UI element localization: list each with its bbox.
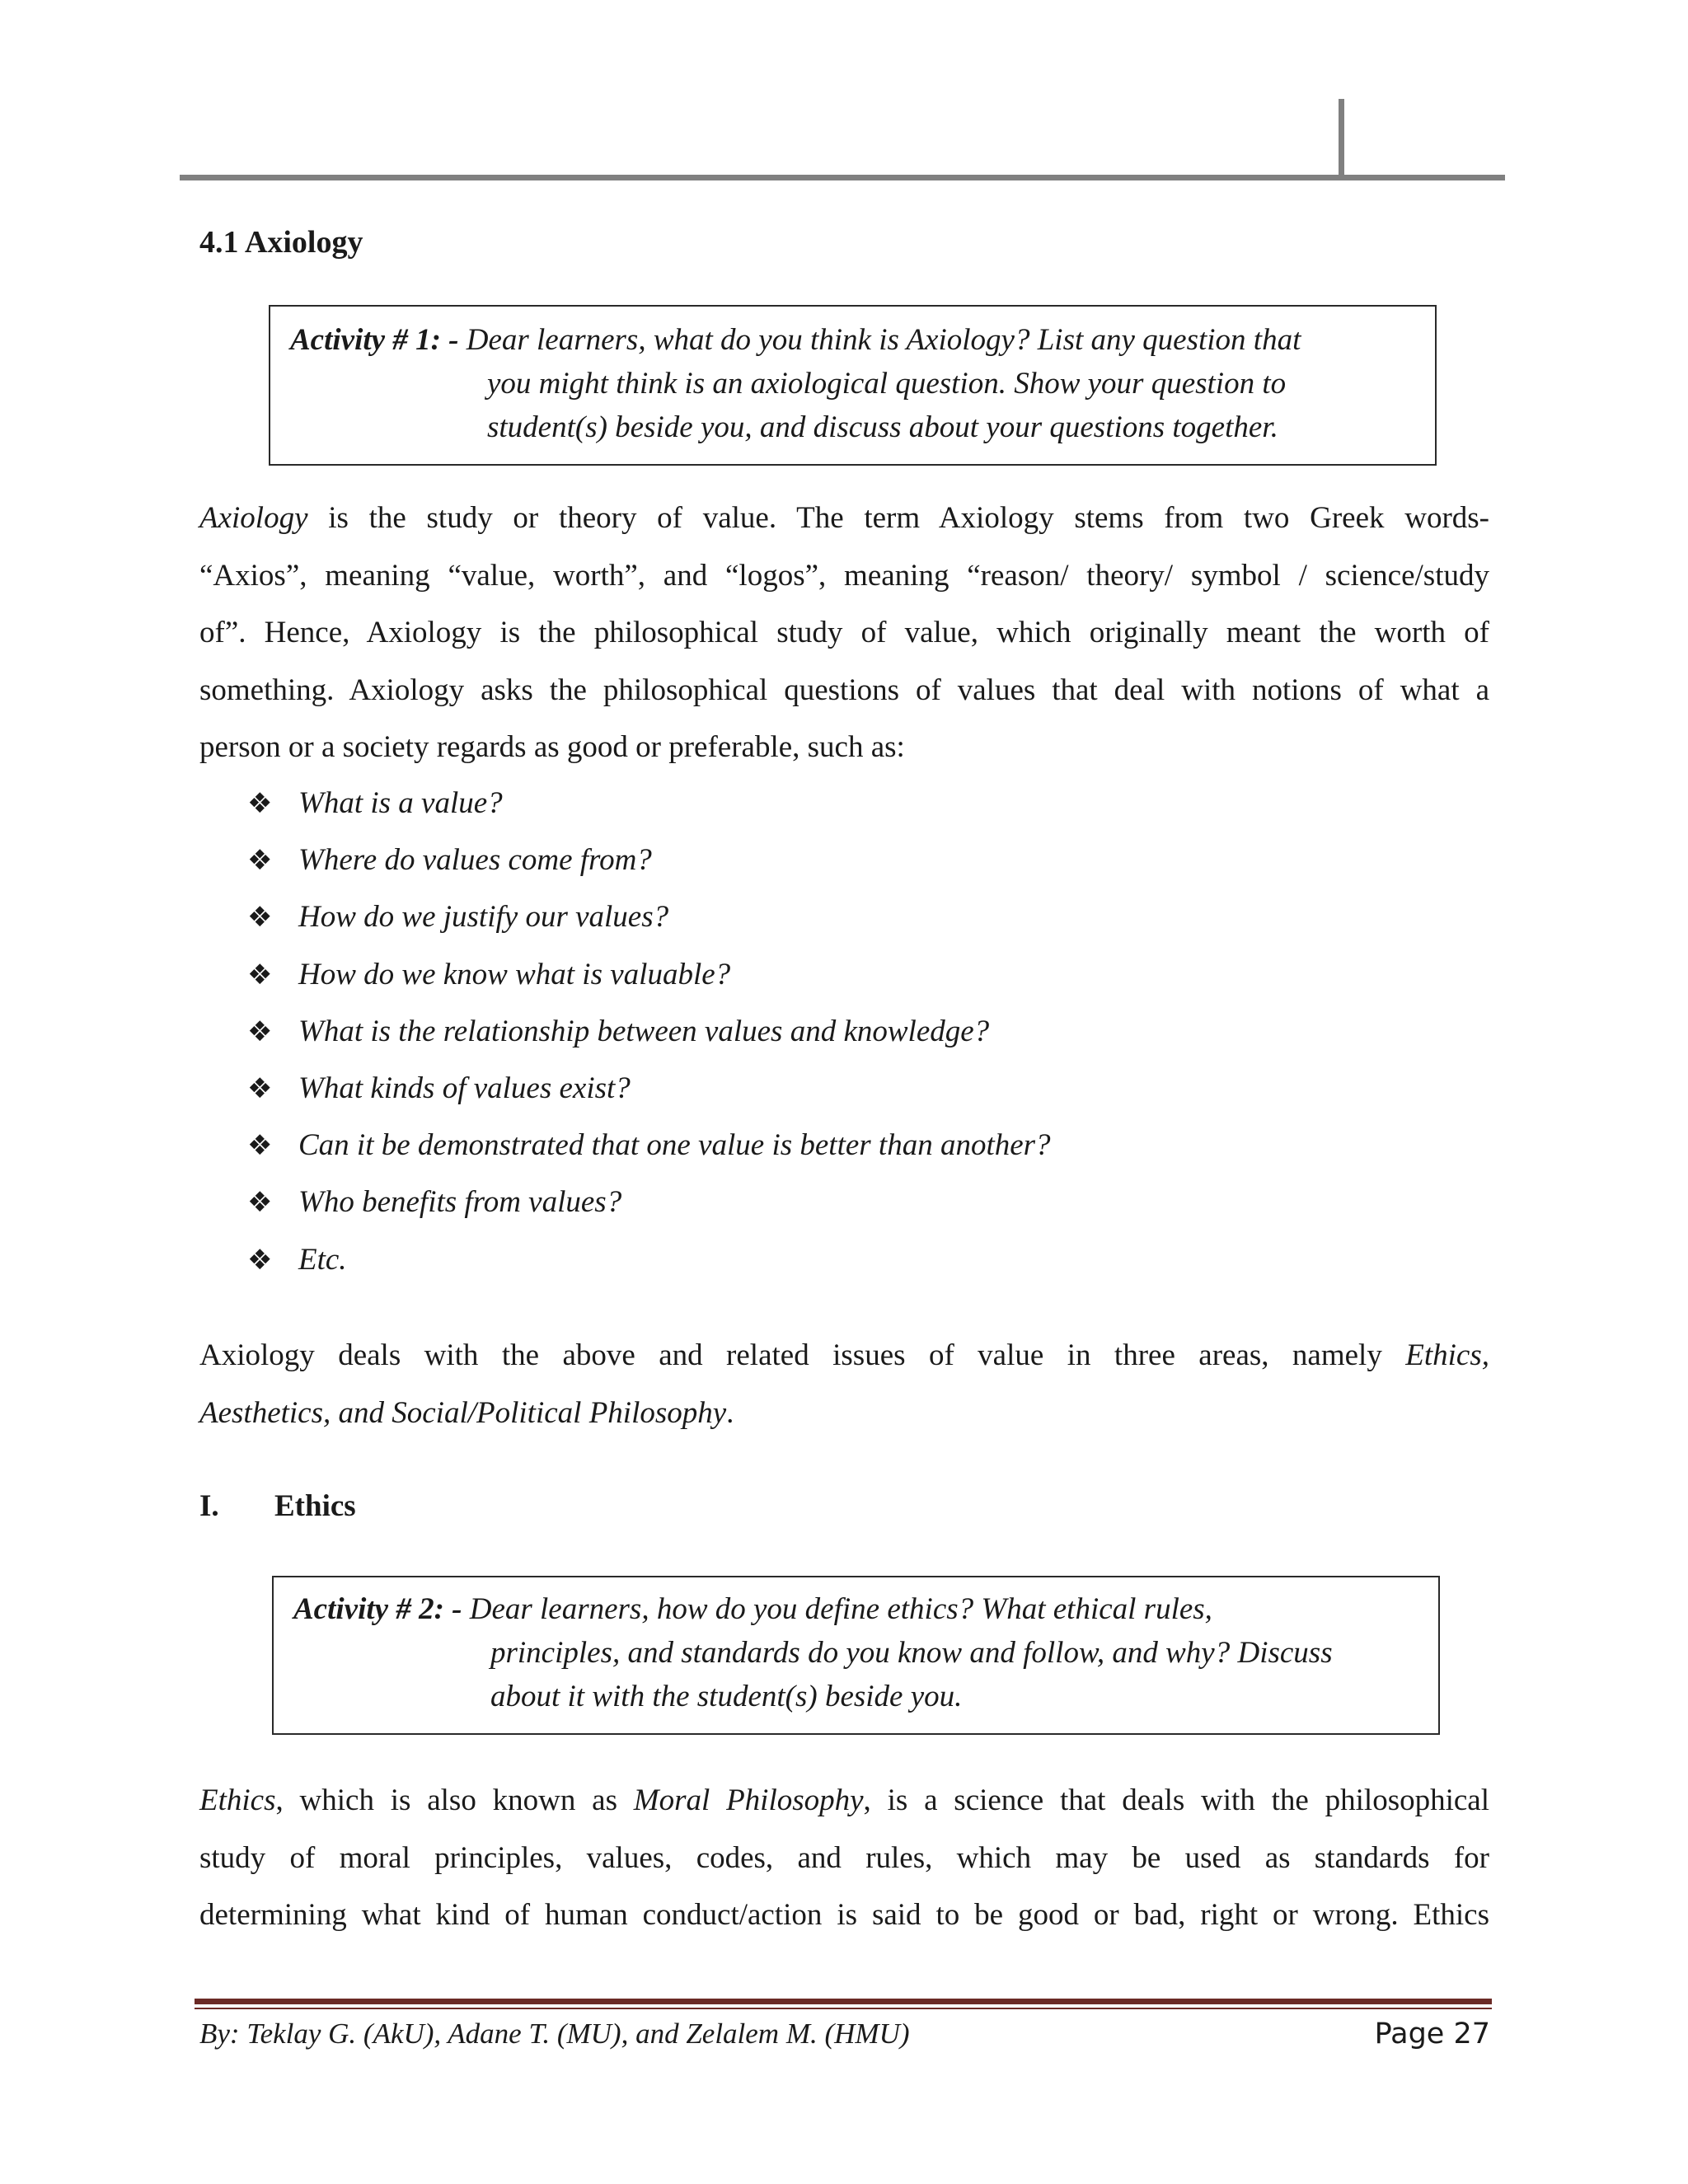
areas-line-2: Aesthetics, and Social/Political Philosophy. xyxy=(199,1395,734,1430)
diamond-bullet-icon: ❖ xyxy=(247,787,273,820)
diamond-bullet-icon: ❖ xyxy=(247,1243,273,1277)
intro-line-3: of”. Hence, Axiology is the philosophical study of value, which originally meant the worth of xyxy=(199,616,1489,649)
axiology-term: Axiology xyxy=(199,501,308,535)
intro-line-4: something. Axiology asks the philosophical questions of values that deal with notions of what a xyxy=(199,673,1489,707)
activity-2-label: Activity # 2: - xyxy=(293,1592,462,1626)
list-item: ❖ Where do values come from? xyxy=(247,832,1051,888)
activity-2-text-3: about it with the student(s) beside you. xyxy=(490,1680,963,1713)
intro-line-2: “Axios”, meaning “value, worth”, and “logos”, meaning “reason/ theory/ symbol / science/study xyxy=(199,558,1489,593)
footer-rule xyxy=(195,1999,1492,2004)
activity-2-box xyxy=(272,1576,1440,1735)
ethics-heading xyxy=(199,1485,356,1528)
activity-2-text-2: principles, and standards do you know and follow, and why? Discuss xyxy=(490,1636,1333,1670)
footer-rule-thin xyxy=(195,2008,1492,2009)
intro-paragraph xyxy=(199,490,1489,776)
areas-terms: Aesthetics, and Social/Political Philosophy xyxy=(199,1395,727,1430)
intro-line-1: Axiology is the study or theory of value. The term Axiology stems from two Greek words- xyxy=(199,501,1489,535)
activity-1-text-2: you might think is an axiological question. Show your question to xyxy=(487,367,1287,401)
list-item: ❖ Who benefits from values? xyxy=(247,1174,1051,1230)
diamond-bullet-icon: ❖ xyxy=(247,1015,273,1048)
header-rule xyxy=(180,175,1505,180)
ethics-paragraph xyxy=(199,1772,1489,1944)
activity-2-text-1: Dear learners, how do you define ethics? What ethical rules, xyxy=(469,1592,1212,1626)
section-heading: 4.1 Axiology xyxy=(199,225,363,260)
list-item: ❖ What is a value? xyxy=(247,775,1051,832)
diamond-bullet-icon: ❖ xyxy=(247,958,273,991)
ethics-term: Ethics, xyxy=(1405,1338,1489,1372)
activity-1-box xyxy=(269,305,1437,466)
diamond-bullet-icon: ❖ xyxy=(247,1071,273,1105)
areas-paragraph xyxy=(199,1327,1489,1441)
list-item: ❖ What is the relationship between values and knowledge? xyxy=(247,1003,1051,1060)
diamond-bullet-icon: ❖ xyxy=(247,901,273,935)
ethics-heading-number: I. xyxy=(199,1489,219,1523)
diamond-bullet-icon: ❖ xyxy=(247,844,273,878)
activity-1-text-1: Dear learners, what do you think is Axiology? List any question that xyxy=(466,323,1301,357)
footer-credit: By: Teklay G. (AkU), Adane T. (MU), and Zelalem M. (HMU) xyxy=(199,2018,910,2050)
activity-1-text-3: student(s) beside you, and discuss about your questions together. xyxy=(487,410,1278,444)
ethics-line-1: Ethics, which is also known as Moral Philosophy, is a science that deals with the philosophical xyxy=(199,1783,1489,1817)
list-item: ❖ What kinds of values exist? xyxy=(247,1060,1051,1117)
moral-philosophy-term: Moral Philosophy xyxy=(633,1783,864,1817)
list-item: ❖ Etc. xyxy=(247,1231,1051,1288)
header-tick-rule xyxy=(1339,99,1344,179)
ethics-line-2: study of moral principles, values, codes, and rules, which may be used as standards for xyxy=(199,1840,1489,1875)
areas-line-1: Axiology deals with the above and related issues of value in three areas, namely Ethics, xyxy=(199,1338,1489,1372)
diamond-bullet-icon: ❖ xyxy=(247,1129,273,1163)
list-item: ❖ How do we know what is valuable? xyxy=(247,946,1051,1003)
activity-1-label: Activity # 1: - xyxy=(290,323,459,357)
diamond-bullet-icon: ❖ xyxy=(247,1186,273,1220)
ethics-line-3: determining what kind of human conduct/action is said to be good or bad, right or wrong. Ethics xyxy=(199,1898,1489,1932)
page-number: Page 27 xyxy=(1374,2018,1490,2050)
activity-1-line-1 xyxy=(290,318,1418,362)
axiology-question-list xyxy=(247,775,1051,1288)
intro-line-5: person or a society regards as good or preferable, such as: xyxy=(199,730,905,764)
ethics-heading-title: Ethics xyxy=(274,1489,356,1523)
list-item: ❖ Can it be demonstrated that one value is better than another? xyxy=(247,1117,1051,1174)
activity-2-line-1 xyxy=(293,1587,1422,1631)
list-item: ❖ How do we justify our values? xyxy=(247,888,1051,945)
